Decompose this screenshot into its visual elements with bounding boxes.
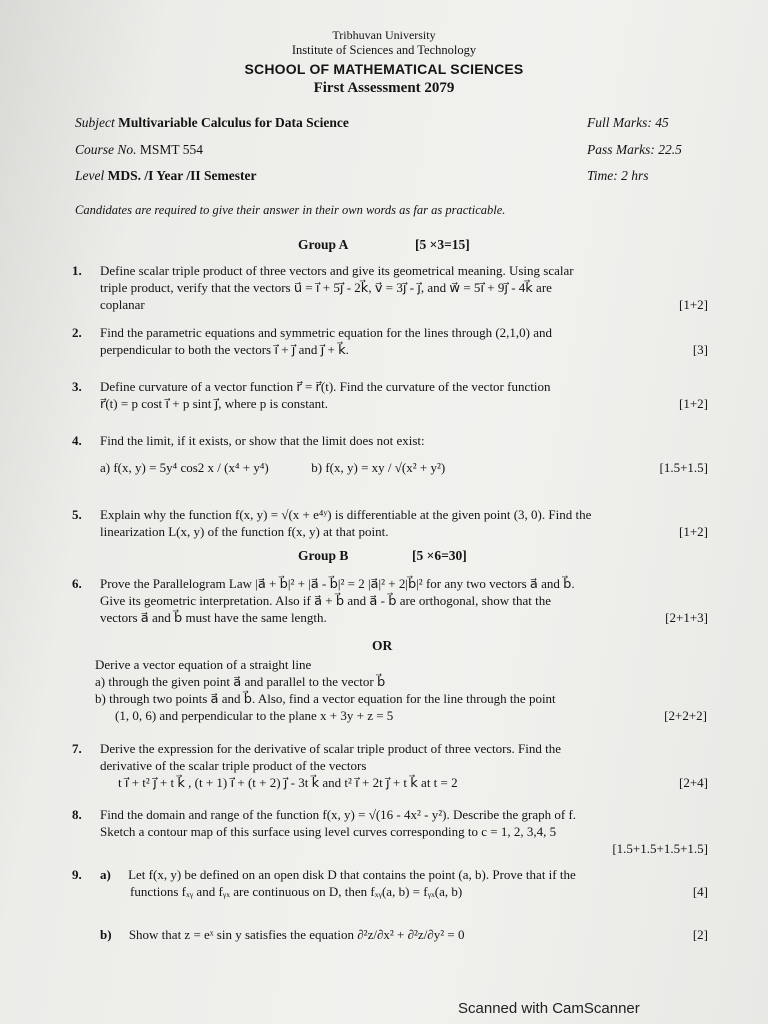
university-name: Tribhuvan University [332, 28, 436, 42]
level-field [75, 168, 256, 184]
question-text: Find the limit, if it exists, or show that the limit does not exist: [100, 433, 425, 448]
question-text: Give its geometric interpretation. Also if a⃗ + b⃗ and a⃗ - b⃗ are orthogonal, show that the [100, 593, 551, 608]
marks-allocation: [3] [692, 342, 708, 357]
scanner-watermark: Scanned with CamScanner [458, 1000, 640, 1017]
question-number: 4. [72, 433, 82, 448]
group-b-title: Group B [298, 548, 349, 563]
question-number: 2. [72, 325, 82, 340]
question-text: r⃗(t) = p cost i⃗ + p sint j⃗, where p is constant. [100, 396, 328, 411]
full-marks: Full Marks: 45 [587, 115, 669, 130]
marks-allocation: [1.5+1.5] [659, 460, 708, 475]
course-label: Course No. [75, 142, 137, 157]
subject-value: Multivariable Calculus for Data Science [118, 115, 349, 130]
question-6-alternative [95, 656, 707, 724]
marks-allocation: [2] [692, 927, 708, 942]
exam-title: First Assessment 2079 [313, 80, 455, 96]
course-value: MSMT 554 [139, 142, 204, 157]
question-number: 9. [72, 867, 82, 882]
instructions: Candidates are required to give their answer in their own words as far as practicable. [75, 203, 506, 217]
sub-question-label: a) [100, 867, 111, 882]
institute-name: Institute of Sciences and Technology [291, 43, 477, 57]
question-text: Let f(x, y) be defined on an open disk D that contains the point (a, b). Prove that if the [128, 867, 576, 882]
marks-allocation: [2+1+3] [665, 610, 708, 625]
marks-allocation: [2+2+2] [664, 708, 707, 723]
question-text: Define curvature of a vector function r⃗ = r⃗(t). Find the curvature of the vector function [100, 379, 551, 394]
question-text: Derive the expression for the derivative of scalar triple product of three vectors. Find the [100, 741, 561, 756]
question-number: 8. [72, 807, 82, 822]
question-text: Find the parametric equations and symmetric equation for the lines through (2,1,0) and [100, 325, 552, 340]
marks-allocation: [1.5+1.5+1.5+1.5] [612, 841, 708, 856]
question-text: triple product, verify that the vectors u⃗ = i⃗ + 5j⃗ - 2k⃗, v⃗ = 3j⃗ - j⃗, and w⃗ = 5i⃗ + 9j⃗ - 4k⃗ are [100, 280, 552, 295]
pass-marks: Pass Marks: 22.5 [587, 142, 682, 157]
question-text: vectors a⃗ and b⃗ must have the same length. [100, 610, 327, 625]
question-number: 5. [72, 507, 82, 522]
group-a-title: Group A [298, 237, 349, 252]
or-separator: OR [372, 638, 393, 653]
course-field [75, 142, 203, 158]
question-number: 1. [72, 263, 82, 278]
question-number: 7. [72, 741, 82, 756]
subject-field [75, 115, 349, 131]
question-text: functions fₓᵧ and fᵧₓ are continuous on D, then fₓᵧ(a, b) = fᵧₓ(a, b) [130, 884, 463, 899]
question-text: Define scalar triple product of three vectors and give its geometrical meaning. Using scalar [100, 263, 574, 278]
question-text: Prove the Parallelogram Law |a⃗ + b⃗|² + |a⃗ - b⃗|² = 2 |a⃗|² + 2|b⃗|² for any two vectors a⃗ and b⃗. [100, 576, 575, 591]
question-number: 3. [72, 379, 82, 394]
question-text: Find the domain and range of the function f(x, y) = √(16 - 4x² - y²). Describe the graph of f. [100, 807, 577, 822]
question-text: Sketch a contour map of this surface using level curves corresponding to c = 1, 2, 3,4, 5 [100, 824, 557, 839]
marks-allocation: [1+2] [679, 524, 708, 539]
question-text: Show that z = eˣ sin y satisfies the equation ∂²z/∂x² + ∂²z/∂y² = 0 [128, 927, 465, 942]
question-text: derivative of the scalar triple product of the vectors [100, 758, 367, 773]
marks-allocation: [1+2] [679, 396, 708, 411]
question-text: (1, 0, 6) and perpendicular to the plane x + 3y + z = 5 [115, 708, 394, 723]
level-label: Level [75, 168, 105, 183]
question-text: linearization L(x, y) of the function f(x, y) at that point. [100, 524, 389, 539]
question-text: Explain why the function f(x, y) = √(x + e⁴ʸ) is differentiable at the given point (3, 0). Find the [100, 507, 592, 522]
question-text: coplanar [100, 297, 145, 312]
question-text: Derive a vector equation of a straight line [95, 657, 312, 672]
marks-allocation: [2+4] [679, 775, 708, 790]
school-name: SCHOOL OF MATHEMATICAL SCIENCES [244, 61, 524, 77]
subject-label: Subject [75, 115, 115, 130]
sub-question-label: b) [100, 927, 112, 942]
group-a-marks: [5 ×3=15] [415, 237, 470, 252]
sub-question-b: b) through two points a⃗ and b⃗. Also, find a vector equation for the line through the point [95, 691, 556, 706]
level-value: MDS. /I Year /II Semester [107, 168, 257, 183]
sub-question-a: a) through the given point a⃗ and parallel to the vector b⃗ [95, 674, 386, 689]
group-b-marks: [5 ×6=30] [412, 548, 467, 563]
question-text: t i⃗ + t² j⃗ + t k⃗ , (t + 1) i⃗ + (t + 2) j⃗ - 3t k⃗ and t² i⃗ + 2t j⃗ + t k⃗ at t = 2 [118, 775, 458, 790]
question-text: perpendicular to both the vectors i⃗ + j⃗ and j⃗ + k⃗. [100, 342, 349, 357]
question-number: 6. [72, 576, 82, 591]
marks-allocation: [1+2] [679, 297, 708, 312]
sub-question-b: b) f(x, y) = xy / √(x² + y²) [311, 460, 446, 475]
marks-allocation: [4] [692, 884, 708, 899]
sub-question-a: a) f(x, y) = 5y⁴ cos2 x / (x⁴ + y⁴) [100, 460, 269, 475]
exam-time: Time: 2 hrs [587, 168, 649, 183]
